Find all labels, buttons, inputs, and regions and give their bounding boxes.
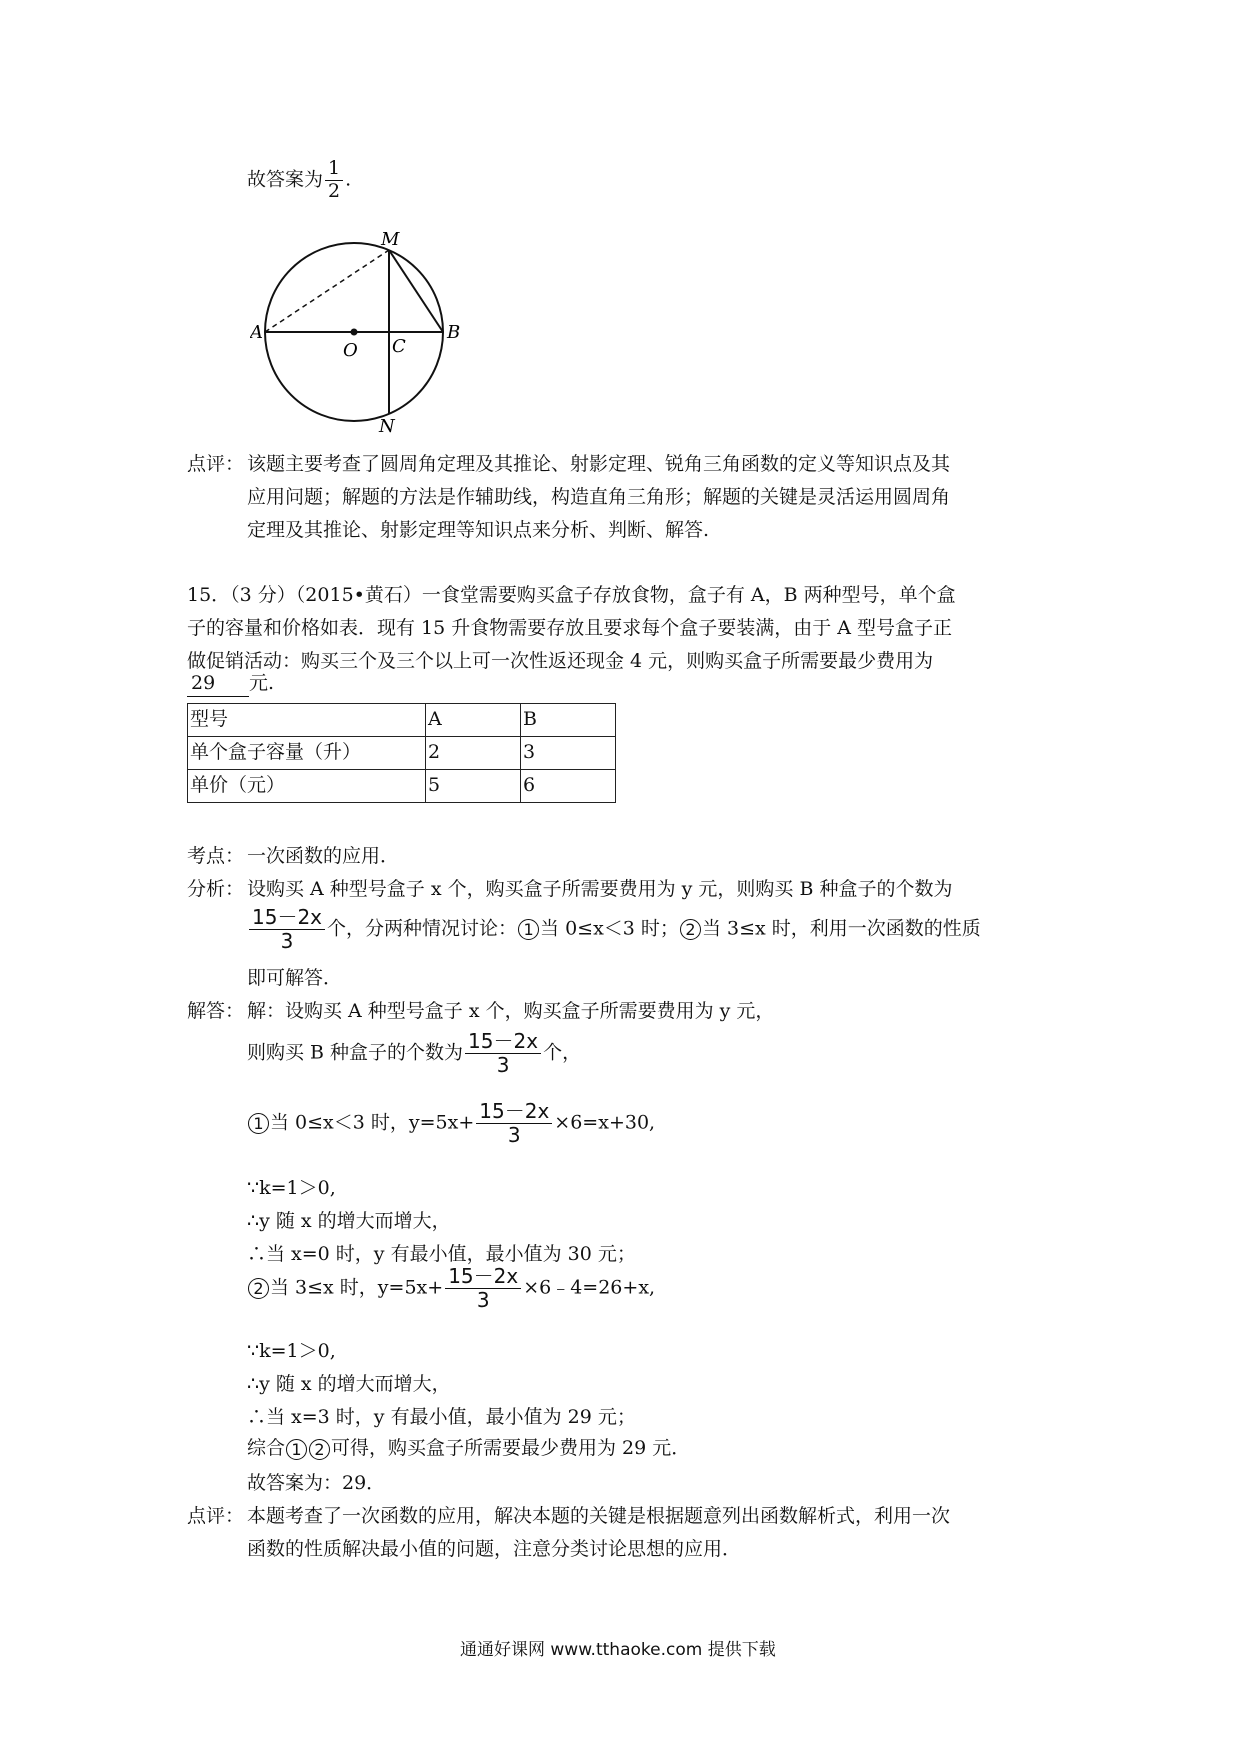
- since-2: ∵k=1＞0,: [247, 1340, 336, 1362]
- table-row: [188, 770, 616, 803]
- fenxi-line-2: [247, 906, 981, 953]
- fenxi-fraction: [249, 906, 325, 953]
- comment-line-2: 函数的性质解决最小值的问题，注意分类讨论思想的应用．: [247, 1538, 742, 1560]
- prev-answer: [247, 158, 351, 203]
- case-2-pre: 当 3≤x 时，y=5x+: [270, 1276, 444, 1299]
- case-1-post: ×6=x+30,: [554, 1111, 656, 1134]
- fenxi-label: 分析：: [187, 878, 245, 900]
- prev-comment-line-1: 该题主要考查了圆周角定理及其推论、射影定理、锐角三角函数的定义等知识点及其: [247, 453, 951, 475]
- prev-comment-line-3: 定理及其推论、射影定理等知识点来分析、判断、解答.: [247, 519, 710, 541]
- jieda-fraction-numerator: 15－2x: [465, 1030, 541, 1054]
- table-cell: 型号: [188, 704, 426, 737]
- case-1-pre: 当 0≤x＜3 时，y=5x+: [270, 1111, 475, 1134]
- circled-one: 1: [286, 1439, 307, 1460]
- case-2-fraction-denominator: 3: [476, 1288, 490, 1312]
- jieda-label: 解答：: [187, 1000, 245, 1022]
- circle-figure: [250, 230, 470, 435]
- prev-comment-label: 点评：: [187, 453, 245, 475]
- case-1-fraction-numerator: 15－2x: [476, 1100, 552, 1124]
- fenxi-line-2-text: 个，分两种情况讨论：: [327, 917, 518, 940]
- fenxi-case-1: 当 0≤x＜3 时；: [540, 917, 679, 940]
- therefore-2: ∴当 x=0 时，y 有最小值，最小值为 30 元；: [247, 1243, 636, 1265]
- case-1-line: [247, 1100, 655, 1147]
- problem-answer-suffix: 元.: [249, 672, 275, 694]
- problem-line-2: 子的容量和价格如表．现有 15 升食物需要存放且要求每个盒子要装满，由于 A 型号盒子正: [187, 617, 953, 639]
- combine-pre: 综合: [247, 1437, 286, 1459]
- prev-answer-prefix: 故答案为: [247, 168, 324, 191]
- table-row: [188, 737, 616, 770]
- fenxi-case-2: 当 3≤x 时，利用一次函数的性质: [701, 917, 981, 940]
- center-dot: [351, 329, 358, 336]
- table-cell: A: [426, 704, 521, 737]
- circled-two: 2: [680, 919, 701, 940]
- fenxi-line-1: 设购买 A 种型号盒子 x 个，购买盒子所需要费用为 y 元，则购买 B 种盒子的个数为: [247, 878, 953, 900]
- table-cell: 2: [426, 737, 521, 770]
- prev-answer-numerator: 1: [325, 158, 343, 181]
- problem-line-1: 15．（3 分）（2015•黄石）一食堂需要购买盒子存放食物，盒子有 A，B 两种型号，单个盒: [187, 584, 956, 606]
- segment-mb: [389, 250, 443, 332]
- case-1-fraction-denominator: 3: [507, 1123, 521, 1147]
- jieda-line-1: 解：设购买 A 种型号盒子 x 个，购买盒子所需要费用为 y 元，: [247, 1000, 775, 1022]
- case-2-fraction-numerator: 15－2x: [445, 1265, 521, 1289]
- table-cell: 6: [521, 770, 616, 803]
- page-footer: 通通好课网 www.tthaoke.com 提供下载: [460, 1640, 776, 1660]
- label-o: O: [343, 340, 358, 361]
- dashed-am: [265, 250, 389, 332]
- case-2-line: [247, 1265, 655, 1312]
- circled-one: 1: [248, 1113, 269, 1134]
- kaodian-text: 一次函数的应用．: [247, 845, 400, 867]
- jieda-line-2: [247, 1030, 581, 1077]
- table-row: [188, 704, 616, 737]
- case-2-fraction: [445, 1265, 521, 1312]
- label-n: N: [379, 416, 395, 435]
- therefore-4: ∴当 x=3 时，y 有最小值，最小值为 29 元；: [247, 1406, 636, 1428]
- table-cell: 单个盒子容量（升）: [188, 737, 426, 770]
- problem-answer-blank: 29: [187, 672, 249, 697]
- table-cell: 单价（元）: [188, 770, 426, 803]
- table-cell: B: [521, 704, 616, 737]
- combine-post: 可得，购买盒子所需要最少费用为 29 元．: [331, 1437, 691, 1459]
- case-2-post: ×6﹣4=26+x,: [523, 1276, 656, 1299]
- label-b: B: [447, 322, 461, 343]
- jieda-line-2-pre: 则购买 B 种盒子的个数为: [247, 1041, 464, 1064]
- circled-two: 2: [309, 1439, 330, 1460]
- comment-label: 点评：: [187, 1505, 245, 1527]
- since-1: ∵k=1＞0,: [247, 1177, 336, 1199]
- fenxi-fraction-numerator: 15－2x: [249, 906, 325, 930]
- circled-two: 2: [248, 1278, 269, 1299]
- label-m: M: [381, 230, 400, 250]
- prev-answer-denominator: 2: [328, 179, 341, 202]
- table-cell: 3: [521, 737, 616, 770]
- problem-line-3: 做促销活动：购买三个及三个以上可一次性返还现金 4 元，则购买盒子所需要最少费用为: [187, 650, 934, 672]
- comment-line-1: 本题考查了一次函数的应用，解决本题的关键是根据题意列出函数解析式，利用一次: [247, 1505, 951, 1527]
- jieda-line-2-post: 个，: [543, 1041, 582, 1064]
- label-c: C: [392, 336, 406, 357]
- final-answer: 故答案为：29．: [247, 1472, 386, 1494]
- label-a: A: [250, 322, 263, 343]
- therefore-1: ∴y 随 x 的增大而增大，: [247, 1210, 451, 1232]
- circled-one: 1: [518, 919, 539, 940]
- table-cell: 5: [426, 770, 521, 803]
- problem-answer-line: [187, 672, 274, 697]
- case-1-fraction: [476, 1100, 552, 1147]
- box-spec-table: [187, 703, 616, 803]
- kaodian-label: 考点：: [187, 845, 245, 867]
- jieda-fraction: [465, 1030, 541, 1077]
- prev-answer-suffix: .: [345, 168, 352, 191]
- fenxi-fraction-denominator: 3: [280, 929, 294, 953]
- prev-answer-fraction: [325, 158, 343, 203]
- jieda-fraction-denominator: 3: [496, 1053, 510, 1077]
- therefore-3: ∴y 随 x 的增大而增大，: [247, 1373, 451, 1395]
- fenxi-line-3: 即可解答．: [247, 967, 343, 989]
- prev-comment-line-2: 应用问题；解题的方法是作辅助线，构造直角三角形；解题的关键是灵活运用圆周角: [247, 486, 951, 508]
- combine-line: [247, 1437, 690, 1461]
